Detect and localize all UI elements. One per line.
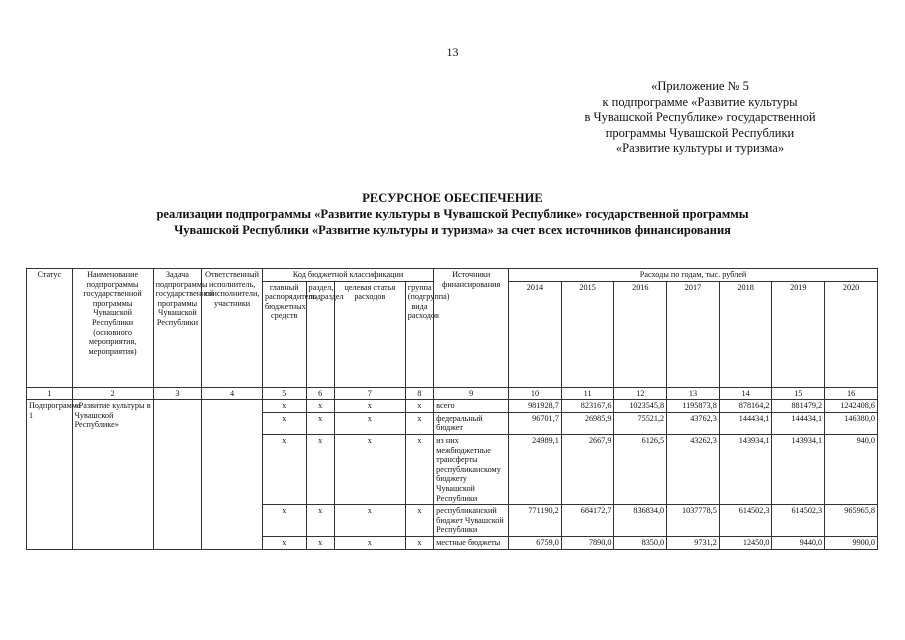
value-cell: 43762,3 (667, 412, 720, 434)
column-number: 5 (262, 387, 306, 400)
value-cell: 881479,2 (772, 400, 825, 413)
value-cell: 75521,2 (614, 412, 667, 434)
source-cell: местные бюджеты (434, 536, 509, 549)
value-cell: 771190,2 (509, 505, 562, 537)
code-cell: х (405, 536, 433, 549)
value-cell: 981928,7 (509, 400, 562, 413)
header-expenses: Расходы по годам, тыс. рублей (509, 269, 878, 282)
value-cell: 9731,2 (667, 536, 720, 549)
column-number: 10 (509, 387, 562, 400)
header-year: 2018 (719, 281, 772, 387)
header-status: Статус (27, 269, 73, 388)
column-number: 16 (825, 387, 878, 400)
title-line: РЕСУРСНОЕ ОБЕСПЕЧЕНИЕ (362, 191, 543, 205)
header-year: 2017 (667, 281, 720, 387)
column-number: 8 (405, 387, 433, 400)
value-cell: 878164,2 (719, 400, 772, 413)
column-number: 9 (434, 387, 509, 400)
value-cell: 836834,0 (614, 505, 667, 537)
source-cell: всего (434, 400, 509, 413)
table-row (27, 400, 878, 413)
value-cell: 43262,3 (667, 434, 720, 504)
value-cell: 7890,0 (561, 536, 614, 549)
code-cell: х (334, 505, 405, 537)
code-cell: х (262, 400, 306, 413)
header-name: Наименование подпрограммы государственной программы Чувашской Республики (основного мероприятия, мероприятия) (72, 269, 153, 388)
value-cell: 144434,1 (772, 412, 825, 434)
code-cell: х (262, 505, 306, 537)
value-cell: 96701,7 (509, 412, 562, 434)
code-cell: х (262, 412, 306, 434)
title-line: реализации подпрограммы «Развитие культуры в Чувашской Республике» государственной программы (156, 207, 749, 221)
program-name-cell: «Развитие культуры в Чувашской Республике» (72, 400, 153, 549)
column-number: 1 (27, 387, 73, 400)
status-cell: Подпрограмма 1 (27, 400, 73, 549)
value-cell: 6126,5 (614, 434, 667, 504)
executor-cell (202, 400, 263, 549)
title-line: Чувашской Республики «Развитие культуры и туризма» за счет всех источников финансирования (174, 223, 731, 237)
value-cell: 614502,3 (772, 505, 825, 537)
value-cell: 684172,7 (561, 505, 614, 537)
value-cell: 2667,9 (561, 434, 614, 504)
column-number: 4 (202, 387, 263, 400)
value-cell: 1242408,6 (825, 400, 878, 413)
value-cell: 1023545,8 (614, 400, 667, 413)
column-number: 2 (72, 387, 153, 400)
appendix-line: «Приложение № 5 (651, 79, 749, 93)
code-cell: х (306, 536, 334, 549)
column-number: 14 (719, 387, 772, 400)
value-cell: 144434,1 (719, 412, 772, 434)
appendix-line: «Развитие культуры и туризма» (615, 141, 785, 155)
document-title (0, 190, 905, 238)
code-cell: х (334, 536, 405, 549)
code-cell: х (405, 400, 433, 413)
value-cell: 8350,0 (614, 536, 667, 549)
code-cell: х (306, 505, 334, 537)
column-number: 12 (614, 387, 667, 400)
column-number: 7 (334, 387, 405, 400)
value-cell: 143934,1 (772, 434, 825, 504)
source-cell: из них межбюджетные трансферты республиканскому бюджету Чувашской Республики (434, 434, 509, 504)
column-number: 6 (306, 387, 334, 400)
code-cell: х (334, 412, 405, 434)
header-glavny: главный распорядитель бюджетных средств (262, 281, 306, 387)
code-cell: х (306, 434, 334, 504)
value-cell: 614502,3 (719, 505, 772, 537)
header-year: 2019 (772, 281, 825, 387)
value-cell: 143934,1 (719, 434, 772, 504)
header-csr: целевая статья расходов (334, 281, 405, 387)
value-cell: 12450,0 (719, 536, 772, 549)
code-cell: х (405, 434, 433, 504)
code-cell: х (306, 400, 334, 413)
value-cell: 9440,0 (772, 536, 825, 549)
header-year: 2020 (825, 281, 878, 387)
code-cell: х (306, 412, 334, 434)
column-number: 3 (153, 387, 202, 400)
header-budget-code: Код бюджетной классификации (262, 269, 433, 282)
code-cell: х (334, 434, 405, 504)
code-cell: х (405, 412, 433, 434)
value-cell: 9900,0 (825, 536, 878, 549)
value-cell: 823167,6 (561, 400, 614, 413)
header-year: 2014 (509, 281, 562, 387)
value-cell: 6759,0 (509, 536, 562, 549)
value-cell: 26985,9 (561, 412, 614, 434)
header-task: Задача подпрограммы государственной программы Чувашской Республики (153, 269, 202, 388)
page-number: 13 (446, 45, 459, 59)
appendix-line: программы Чувашской Республики (605, 125, 795, 140)
appendix-line: в Чувашской Республике» государственной (584, 110, 816, 124)
appendix-note (545, 79, 855, 157)
column-number: 15 (772, 387, 825, 400)
header-year: 2015 (561, 281, 614, 387)
appendix-line: к подпрограмме «Развитие культуры (602, 94, 798, 109)
column-number: 11 (561, 387, 614, 400)
value-cell: 940,0 (825, 434, 878, 504)
header-sources: Источники финансирования (434, 269, 509, 388)
header-group: группа (подгруппа) вида расходов (405, 281, 433, 387)
code-cell: х (334, 400, 405, 413)
value-cell: 24989,1 (509, 434, 562, 504)
resource-table (26, 268, 878, 550)
header-year: 2016 (614, 281, 667, 387)
table-header-row (27, 269, 878, 282)
source-cell: республиканский бюджет Чувашской Республики (434, 505, 509, 537)
code-cell: х (405, 505, 433, 537)
value-cell: 1195873,8 (667, 400, 720, 413)
column-number: 13 (667, 387, 720, 400)
task-cell (153, 400, 202, 549)
value-cell: 965965,8 (825, 505, 878, 537)
value-cell: 146380,0 (825, 412, 878, 434)
code-cell: х (262, 434, 306, 504)
code-cell: х (262, 536, 306, 549)
header-executor: Ответственный исполнитель, соисполнители, участники (202, 269, 263, 388)
source-cell: федеральный бюджет (434, 412, 509, 434)
column-numbers-row (27, 387, 878, 400)
value-cell: 1037778,5 (667, 505, 720, 537)
header-razdel: раздел, подраздел (306, 281, 334, 387)
